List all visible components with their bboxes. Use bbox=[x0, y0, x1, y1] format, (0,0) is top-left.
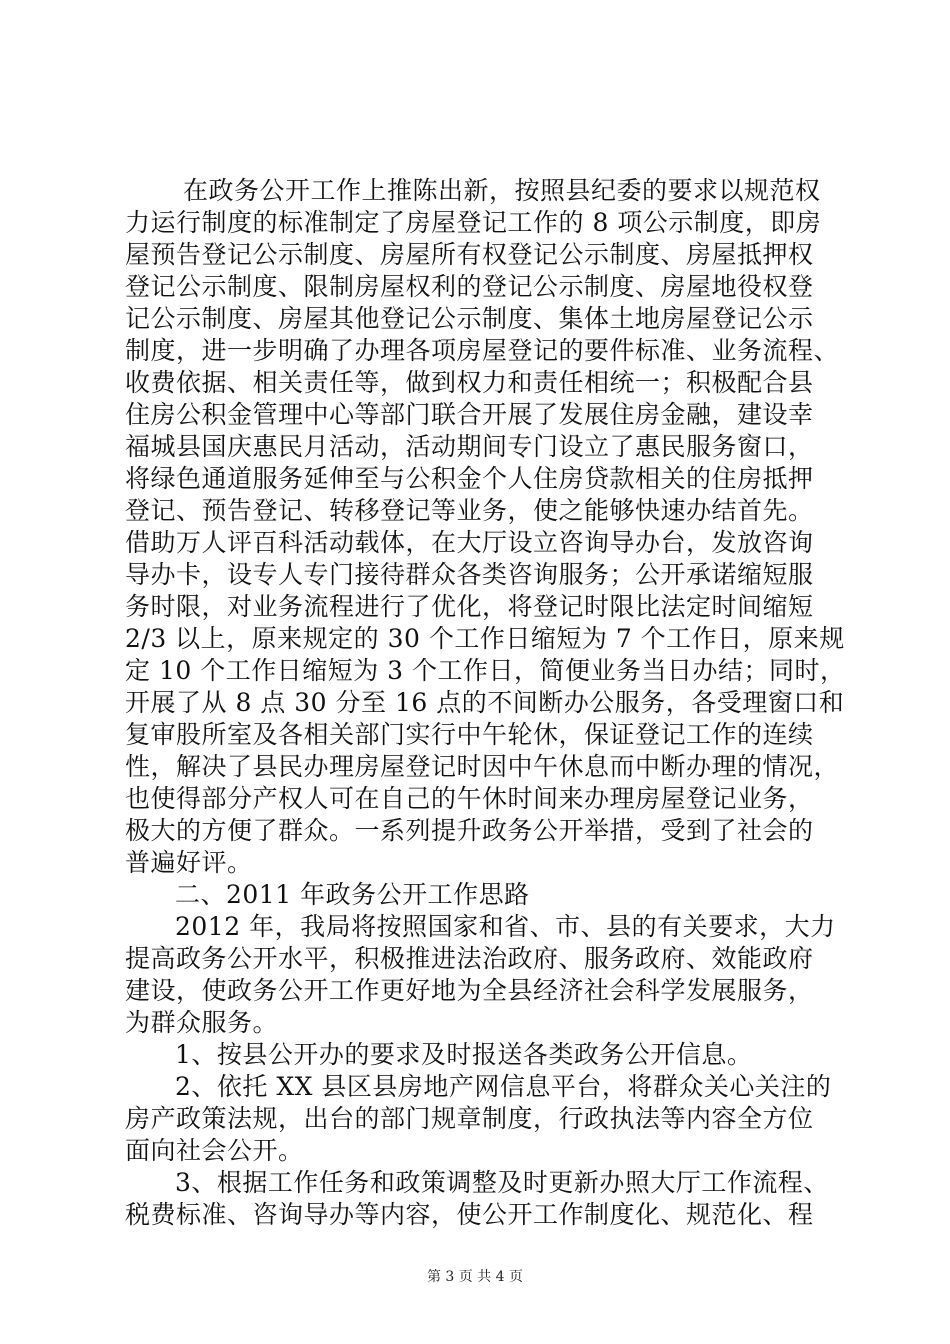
text-line: 建设，使政务公开工作更好地为全县经济社会科学发展服务， bbox=[125, 976, 814, 1005]
text-line: 为群众服务。 bbox=[125, 1008, 279, 1037]
text-line: 记公示制度、房屋其他登记公示制度、集体土地房屋登记公示 bbox=[125, 304, 814, 333]
text-line: 也使得部分产权人可在自己的午休时间来办理房屋登记业务， bbox=[125, 784, 814, 813]
text-line: 开展了从 8 点 30 分至 16 点的不间断办公服务，各受理窗口和 bbox=[125, 688, 845, 717]
text-line: 登记公示制度、限制房屋权利的登记公示制度、房屋地役权登 bbox=[125, 272, 814, 301]
document-body bbox=[0, 160, 950, 1229]
page-number: 第 3 页 共 4 页 bbox=[426, 1269, 524, 1285]
text-line: 屋预告登记公示制度、房屋所有权登记公示制度、房屋抵押权 bbox=[125, 240, 814, 269]
section-heading: 二、2011 年政务公开工作思路 bbox=[175, 880, 530, 909]
text-line: 面向社会公开。 bbox=[125, 1136, 304, 1165]
text-line: 导办卡，设专人专门接待群众各类咨询服务；公开承诺缩短服 bbox=[125, 560, 814, 589]
text-line: 住房公积金管理中心等部门联合开展了发展住房金融，建设幸 bbox=[125, 400, 814, 429]
text-line: 税费标准、咨询导办等内容，使公开工作制度化、规范化、程 bbox=[125, 1200, 814, 1229]
text-line: 性，解决了县民办理房屋登记时因中午休息而中断办理的情况， bbox=[125, 752, 840, 781]
text-line: 福城县国庆惠民月活动，活动期间专门设立了惠民服务窗口， bbox=[125, 432, 814, 461]
text-line: 定 10 个工作日缩短为 3 个工作日，简便业务当日办结；同时， bbox=[125, 656, 846, 685]
list-item: 1、按县公开办的要求及时报送各类政务公开信息。 bbox=[175, 1040, 753, 1069]
text-line: 力运行制度的标准制定了房屋登记工作的 8 项公示制度，即房 bbox=[125, 208, 822, 237]
text-line: 复审股所室及各相关部门实行中午轮休，保证登记工作的连续 bbox=[125, 720, 814, 749]
text-line: 务时限，对业务流程进行了优化，将登记时限比法定时间缩短 bbox=[125, 592, 814, 621]
list-item: 3、根据工作任务和政策调整及时更新办照大厅工作流程、 bbox=[175, 1168, 829, 1197]
text-line: 极大的方便了群众。一系列提升政务公开举措，受到了社会的 bbox=[125, 816, 814, 845]
text-line: 制度，进一步明确了办理各项房屋登记的要件标准、业务流程、 bbox=[125, 336, 840, 365]
text-line: 提高政务公开水平，积极推进法治政府、服务政府、效能政府 bbox=[125, 944, 814, 973]
text-line: 借助万人评百科活动载体，在大厅设立咨询导办台，发放咨询 bbox=[125, 528, 814, 557]
text-line: 2012 年，我局将按照国家和省、市、县的有关要求，大力 bbox=[175, 912, 836, 941]
text-line: 收费依据、相关责任等，做到权力和责任相统一；积极配合县 bbox=[125, 368, 814, 397]
text-line: 2/3 以上，原来规定的 30 个工作日缩短为 7 个工作日，原来规 bbox=[125, 624, 845, 653]
list-item: 2、依托 XX 县区县房地产网信息平台，将群众关心关注的 bbox=[175, 1072, 832, 1101]
text-line: 普遍好评。 bbox=[125, 848, 253, 877]
text-line: 登记、预告登记、转移登记等业务，使之能够快速办结首先。 bbox=[125, 496, 814, 525]
text-line: 将绿色通道服务延伸至与公积金个人住房贷款相关的住房抵押 bbox=[125, 464, 814, 493]
text-line: 房产政策法规，出台的部门规章制度，行政执法等内容全方位 bbox=[125, 1104, 814, 1133]
text-line: 在政务公开工作上推陈出新，按照县纪委的要求以规范权 bbox=[183, 176, 821, 205]
